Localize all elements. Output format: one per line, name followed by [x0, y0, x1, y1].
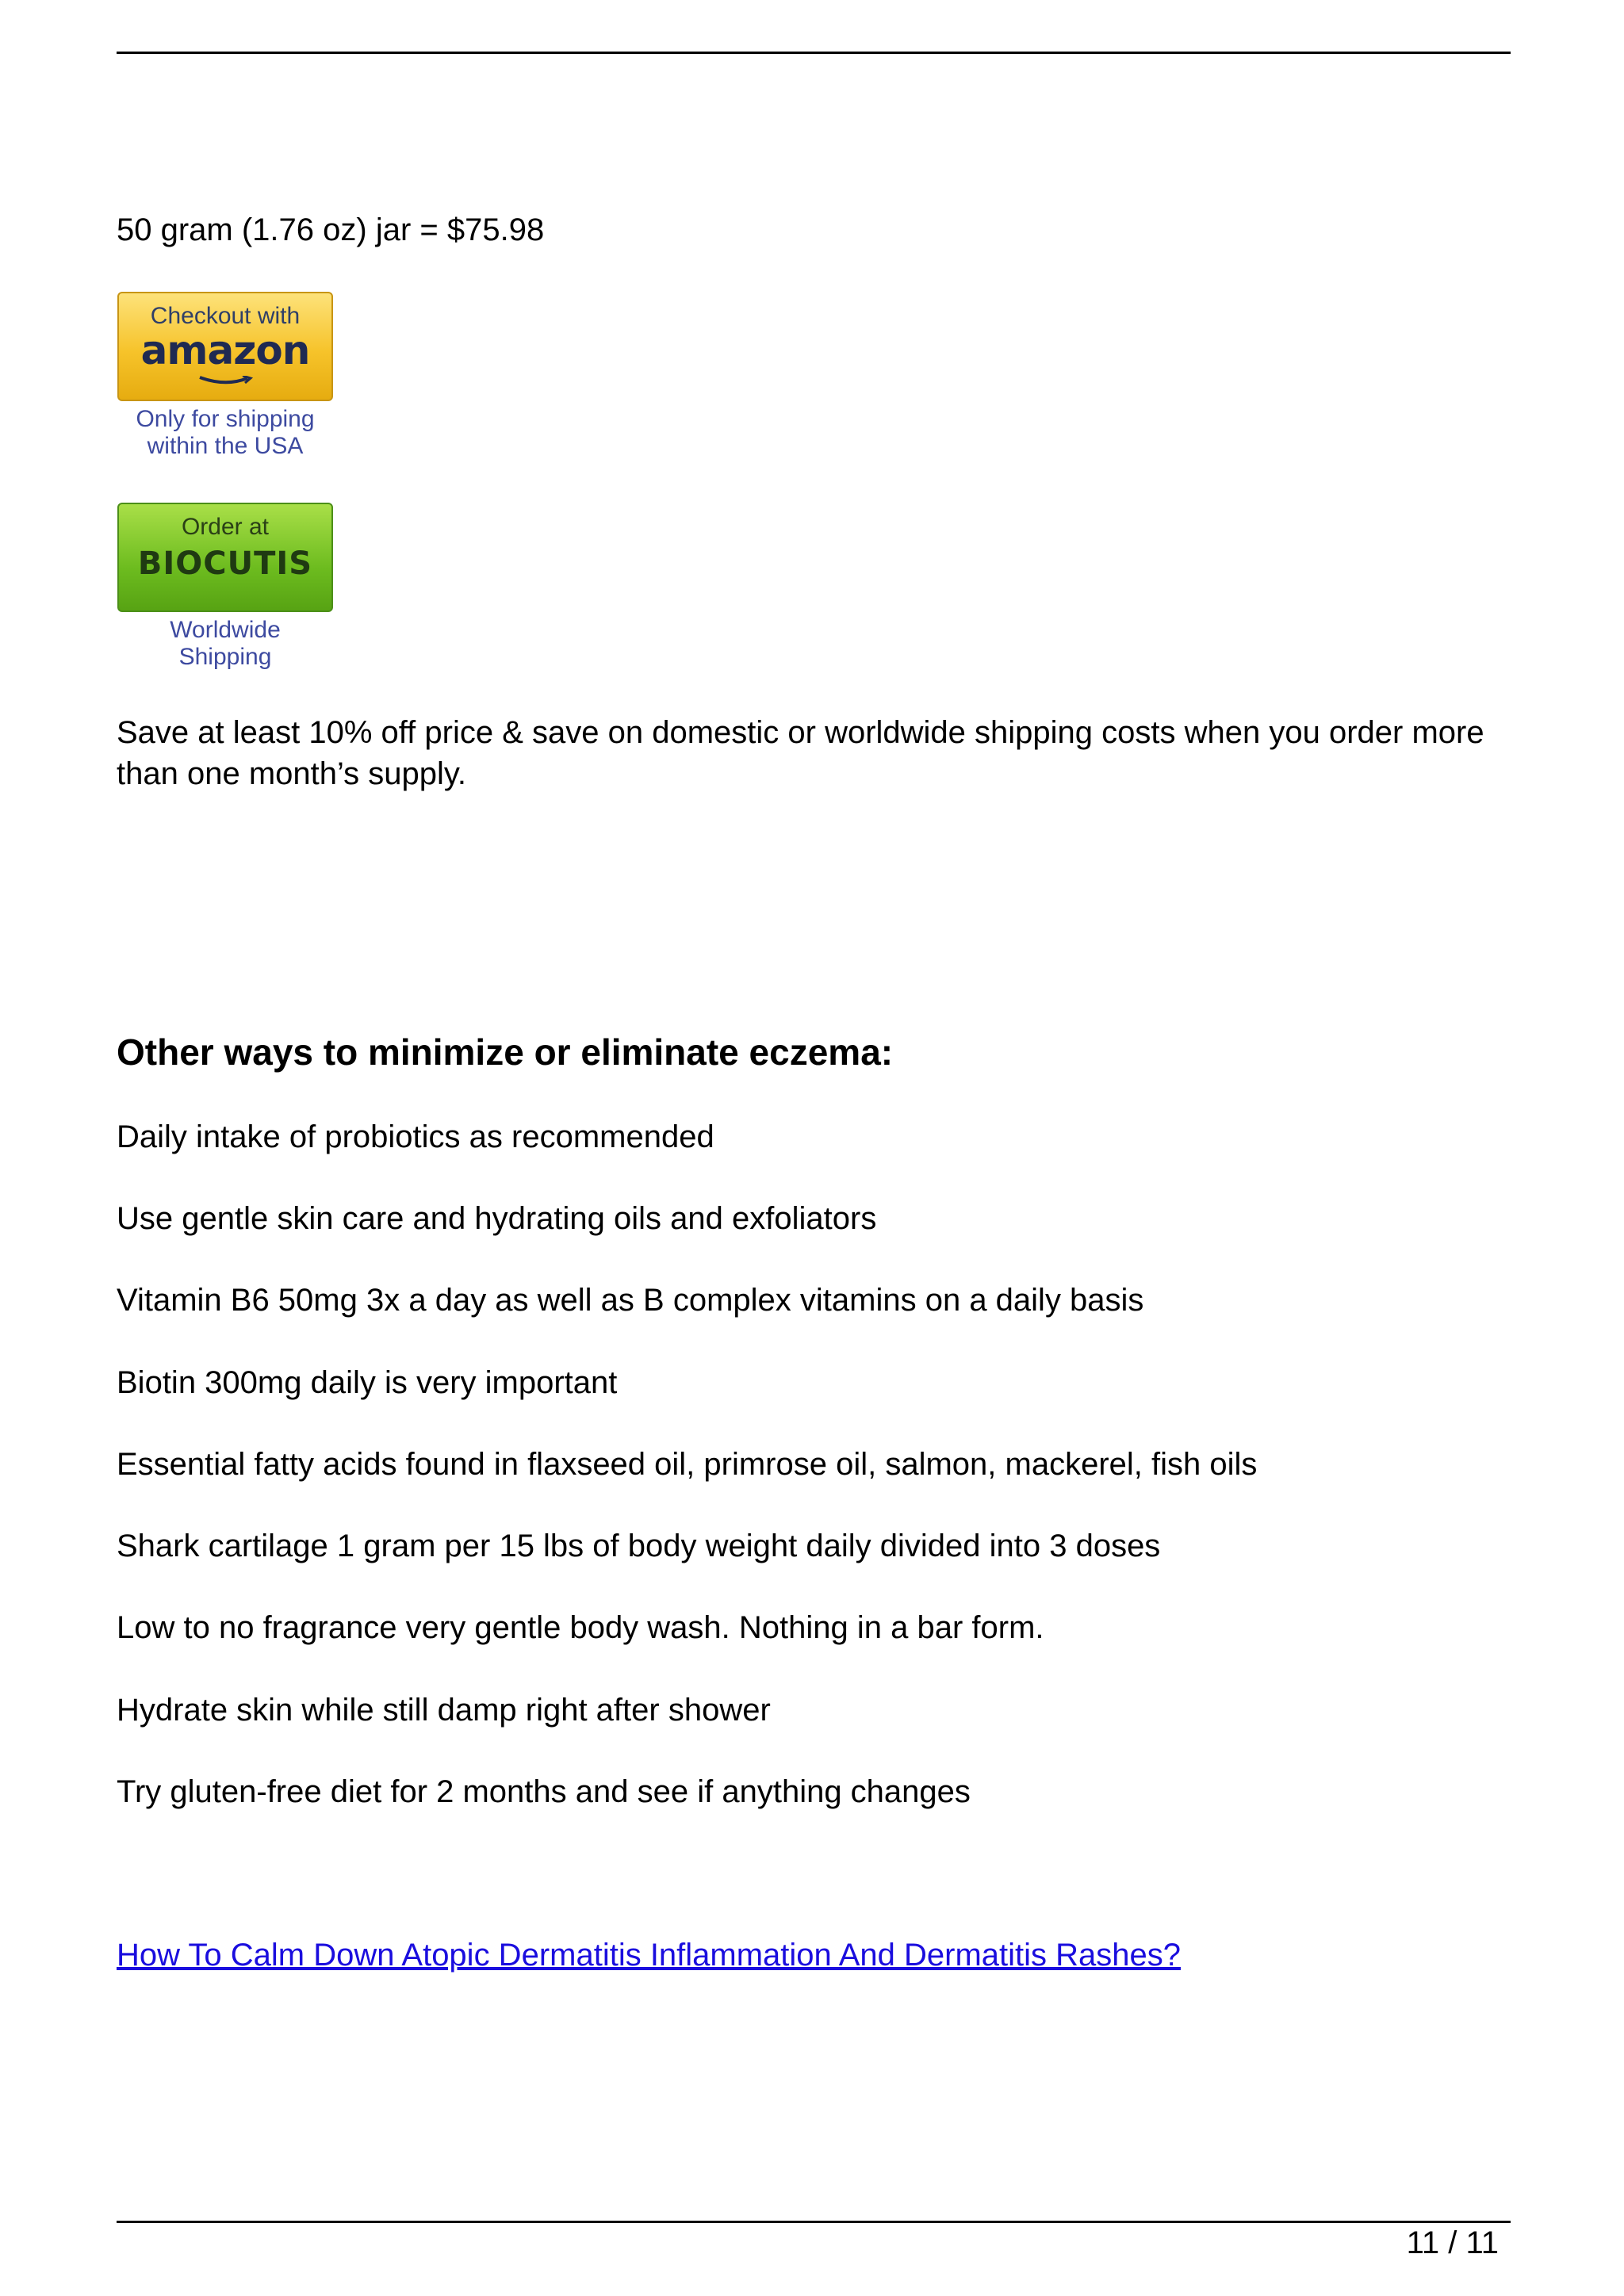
amazon-button-label: Checkout with [150, 303, 301, 329]
page-number: 11 / 11 [1406, 2225, 1499, 2260]
tip-item: Vitamin B6 50mg 3x a day as well as B complex vitamins on a daily basis [117, 1283, 1144, 1318]
price-line: 50 gram (1.76 oz) jar = $75.98 [117, 212, 545, 247]
biocutis-logo-text: BIOCUTIS [137, 545, 313, 582]
footer-rule [117, 2221, 1511, 2223]
amazon-smile-icon [198, 376, 254, 385]
amazon-checkout-button[interactable] [117, 292, 333, 401]
tip-item: Daily intake of probiotics as recommended [117, 1119, 714, 1154]
amazon-logo-text: amazon [140, 327, 310, 373]
tip-item: Biotin 300mg daily is very important [117, 1365, 618, 1400]
biocutis-order-button[interactable] [117, 503, 333, 612]
biocutis-shipping-caption: Worldwide Shipping [170, 617, 281, 670]
header-rule [117, 52, 1511, 54]
tip-item: Essential fatty acids found in flaxseed oil, primrose oil, salmon, mackerel, fish oils [117, 1447, 1258, 1482]
tip-item: Use gentle skin care and hydrating oils and exfoliators [117, 1201, 877, 1236]
tip-item: Hydrate skin while still damp right after shower [117, 1693, 771, 1728]
amazon-shipping-caption: Only for shipping within the USA [136, 406, 315, 459]
related-article-link[interactable]: How To Calm Down Atopic Dermatitis Inflammation And Dermatitis Rashes? [117, 1938, 1181, 1973]
biocutis-button-label: Order at [181, 514, 270, 540]
tip-item: Try gluten-free diet for 2 months and see if anything changes [117, 1774, 971, 1809]
tip-item: Low to no fragrance very gentle body wash. Nothing in a bar form. [117, 1610, 1044, 1645]
section-heading: Other ways to minimize or eliminate eczema: [117, 1031, 894, 1073]
tip-item: Shark cartilage 1 gram per 15 lbs of body weight daily divided into 3 doses [117, 1529, 1161, 1563]
save-note: Save at least 10% off price & save on domestic or worldwide shipping costs when you order more than one month’s supply. [117, 715, 1484, 791]
